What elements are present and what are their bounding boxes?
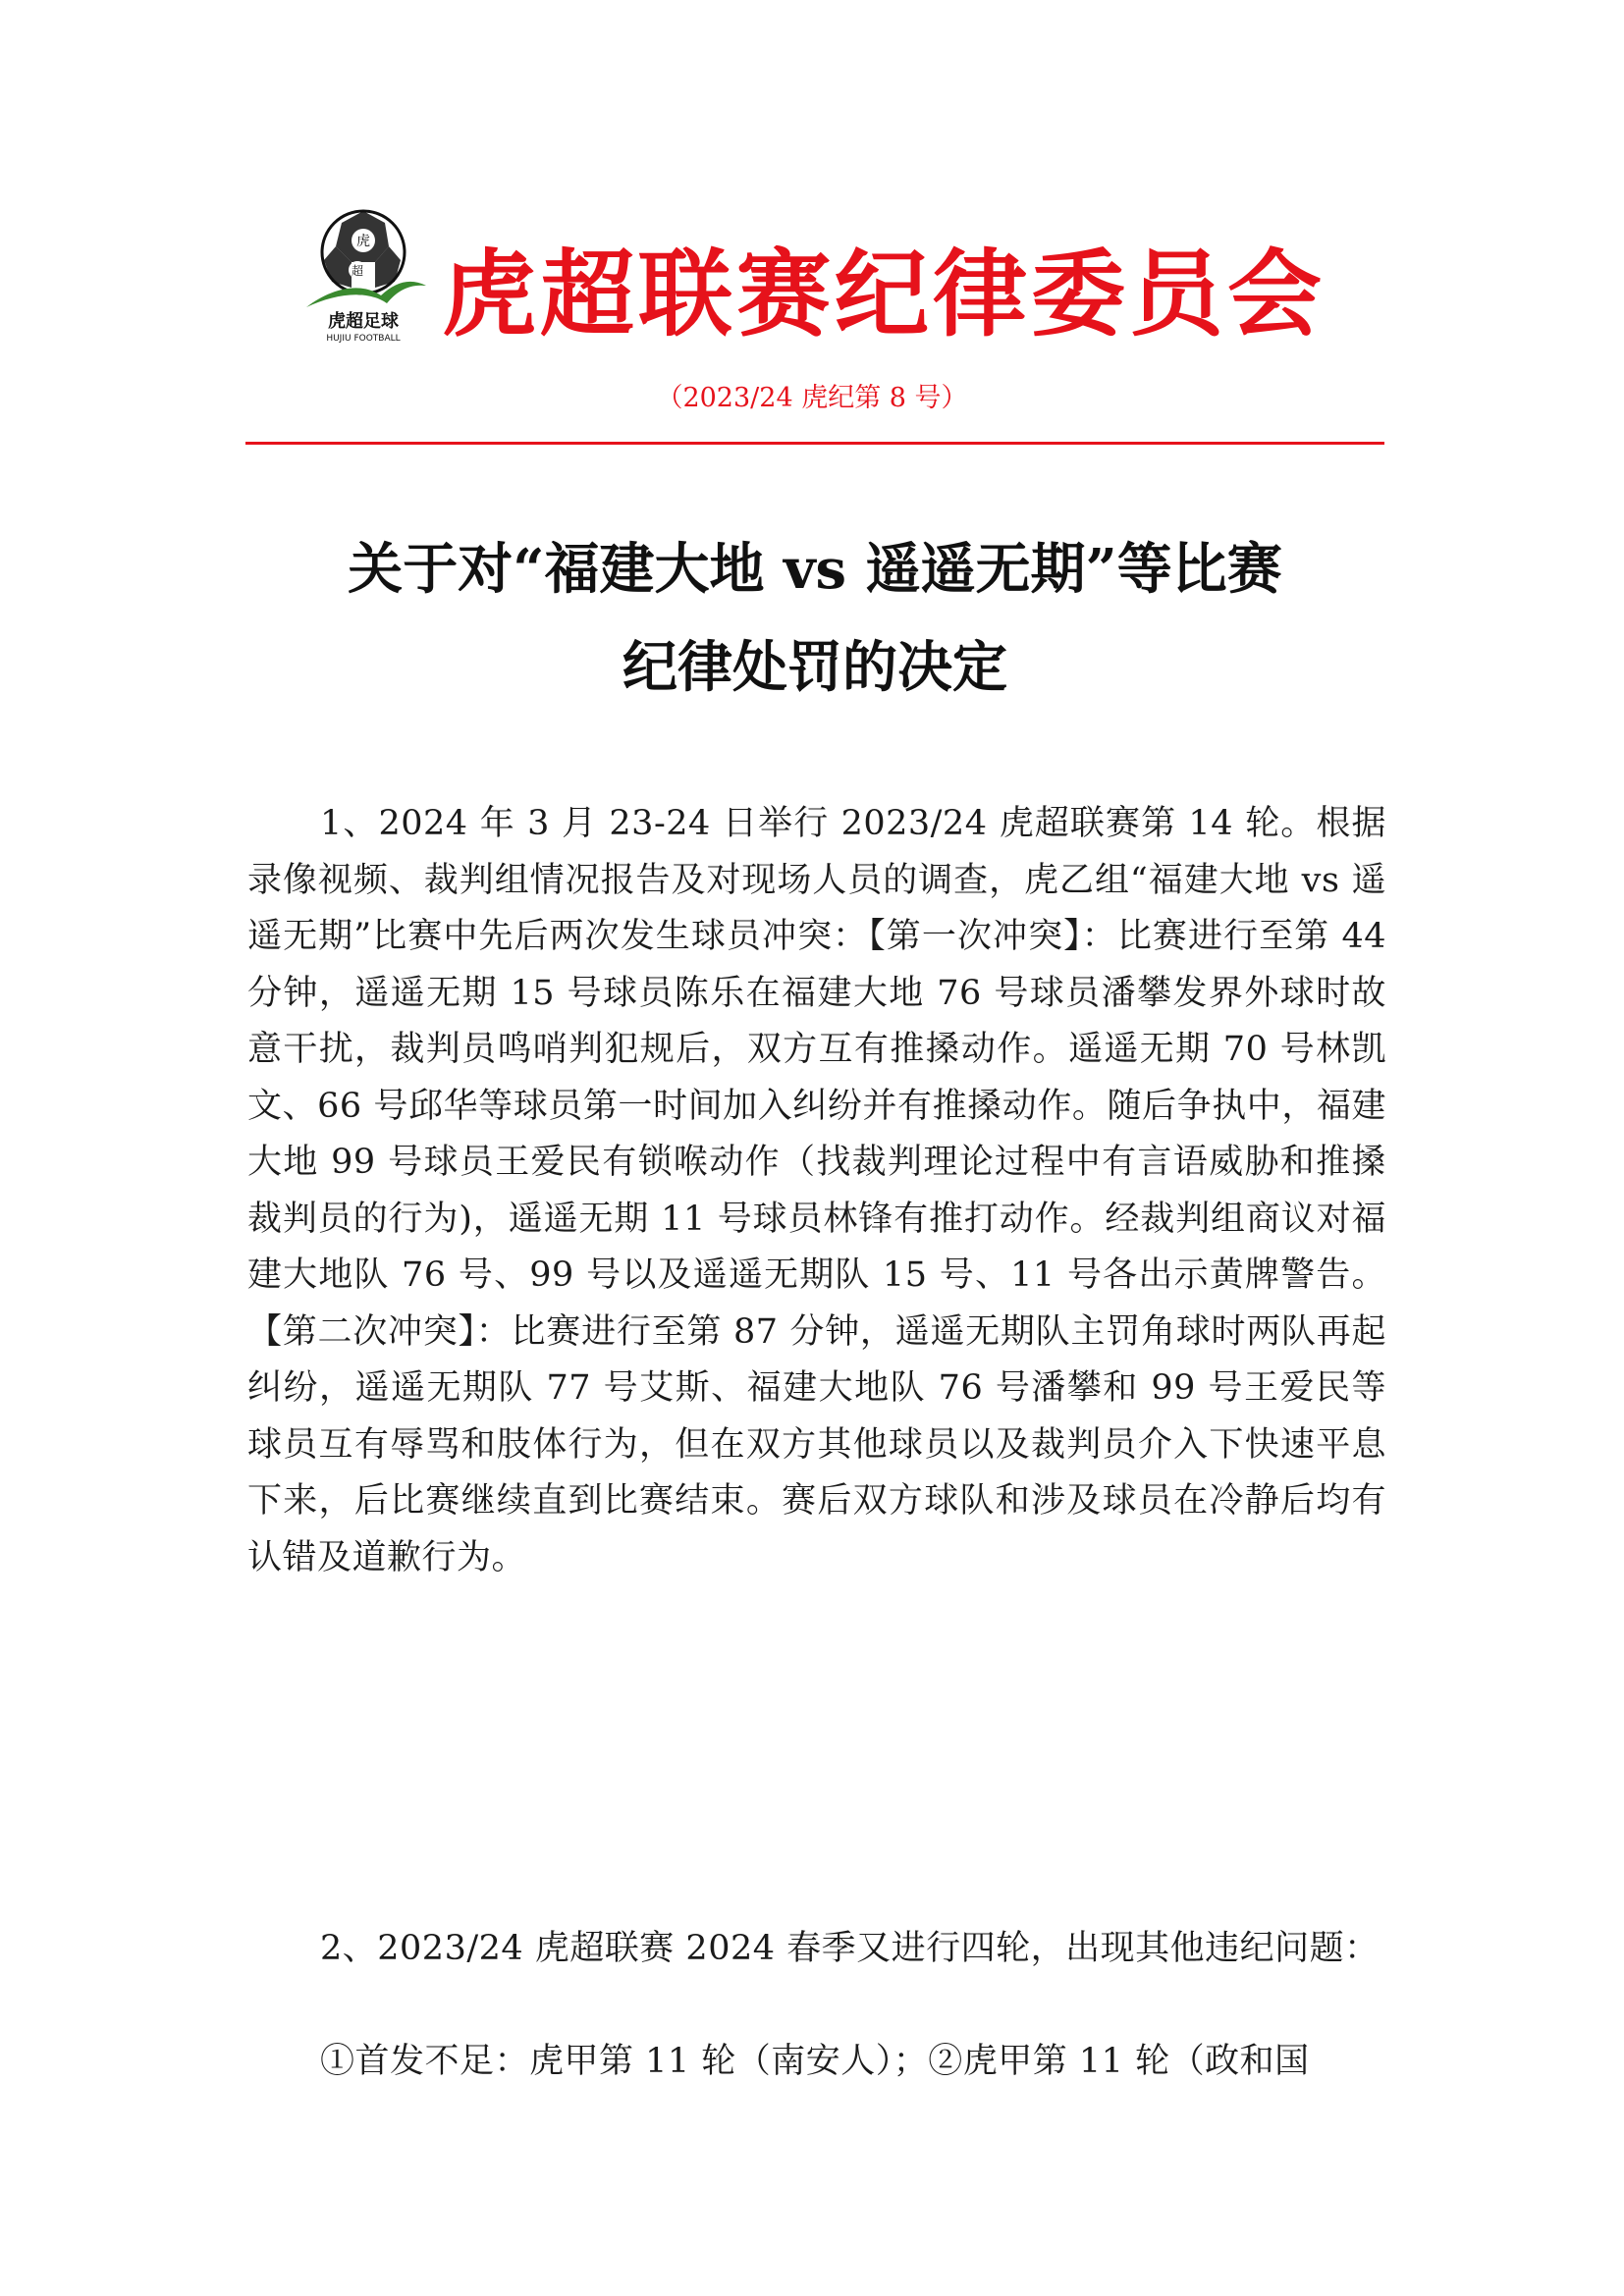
document-title-line-2: 纪律处罚的决定 — [623, 635, 1007, 700]
soccer-ball-logo-icon — [302, 201, 430, 348]
document-title — [245, 520, 1384, 717]
document-number: （2023/24 虎纪第 8 号） — [656, 383, 968, 413]
body-paragraph-1: 1、2024 年 3 月 23-24 日举行 2023/24 虎超联赛第 14 轮。根据录像视频、裁判组情况报告及对现场人员的调查，虎乙组“福建大地 vs 遥遥无期”比赛中先后两次发生球员冲突：【第一次冲突】：比赛进行至第 44 分钟，遥遥无期 15 号球员陈乐在福建大地 76 号球员潘攀发界外球时故意干扰，裁判员鸣哨判犯规后，双方互有推搡动作。遥遥无期 70 号林凯文、66 号邱华等球员第一时间加入纠纷并有推搡动作。随后争执中，福建大地 99 号球员王爱民有锁喉动作（找裁判理论过程中有言语威胁和推搡裁判员的行为)，遥遥无期 11 号球员林锋有推打动作。经裁判组商议对福建大地队 76 号、99 号以及遥遥无期队 15 号、11 号各出示黄牌警告。【第二次冲突】：比赛进行至第 87 分钟，遥遥无期队主罚角球时两队再起纠纷，遥遥无期队 77 号艾斯、福建大地队 76 号潘攀和 99 号王爱民等球员互有辱骂和肢体行为，但在双方其他球员以及裁判员介入下快速平息下来，后比赛继续直到比赛结束。赛后双方球队和涉及球员在冷静后均有认错及道歉行为。 — [247, 804, 1386, 1577]
body-paragraph-3: ①首发不足：虎甲第 11 轮（南安人）；②虎甲第 11 轮（政和国 — [320, 2042, 1310, 2081]
svg-text:超: 超 — [351, 264, 364, 278]
document-title-line-1: 关于对“福建大地 vs 遥遥无期”等比赛 — [348, 537, 1282, 602]
organization-title: 虎超联赛纪律委员会 — [442, 239, 1326, 349]
logo-text: 虎超足球 — [328, 311, 399, 332]
logo-subtext: HUJIU FOOTBALL — [326, 334, 401, 344]
body-paragraph-2: 2、2023/24 虎超联赛 2024 春季又进行四轮，出现其他违纪问题： — [320, 1929, 1380, 1968]
svg-text:虎: 虎 — [356, 234, 370, 249]
hujiu-football-logo — [302, 201, 430, 348]
header-divider — [245, 442, 1384, 445]
